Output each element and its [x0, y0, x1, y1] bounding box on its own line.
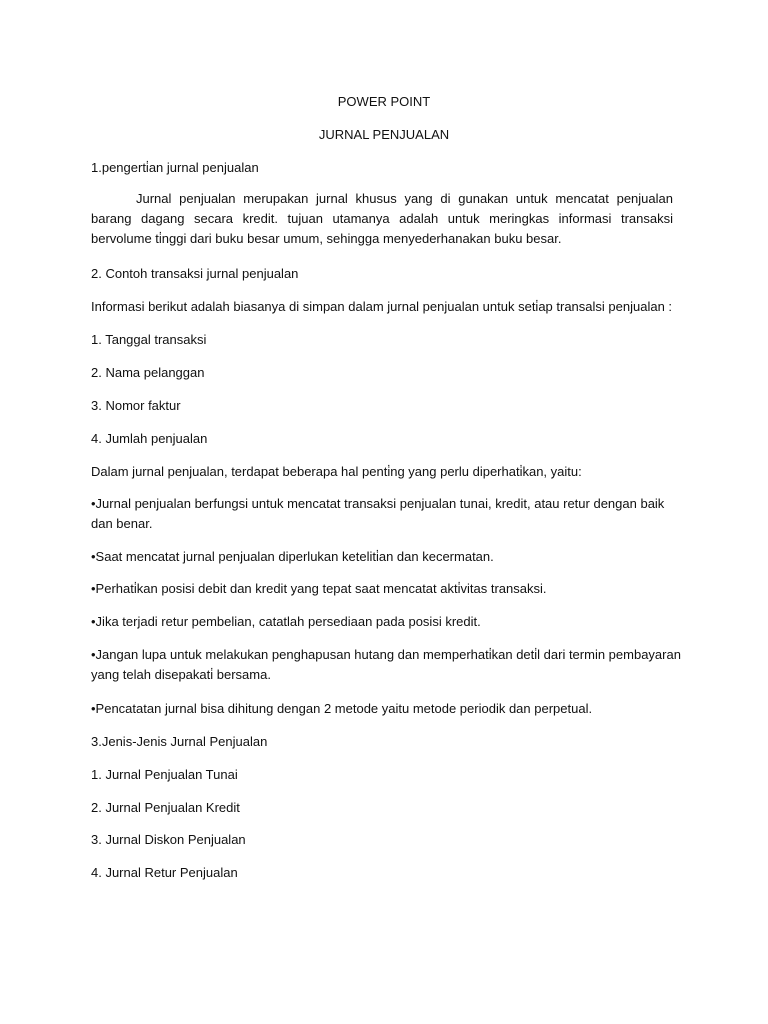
- section-1-paragraph: [91, 189, 673, 249]
- bullet-item: •Pencatatan jurnal bisa dihitung dengan 2 metode yaitu metode periodik dan perpetual.: [91, 701, 593, 716]
- section-2-intro: Informasi berikut adalah biasanya di simpan dalam jurnal penjualan untuk seti̇ap transalsi penjualan :: [91, 299, 673, 314]
- section-2-heading: 2. Contoh transaksi jurnal penjualan: [91, 266, 299, 281]
- bullet-item: •Jangan lupa untuk melakukan penghapusan hutang dan memperhati̇kan deti̇l dari termin pembayaran yang telah disepakati̇ bersama.: [91, 647, 681, 682]
- document-subtitle: JURNAL PENJUALAN: [318, 127, 450, 142]
- list-item: 4. Jumlah penjualan: [91, 431, 208, 446]
- section-3-heading: 3.Jenis-Jenis Jurnal Penjualan: [91, 734, 268, 749]
- bullet-item: •Jika terjadi retur pembelian, catatlah persediaan pada posisi kredit.: [91, 614, 481, 629]
- bullet-item: •Perhati̇kan posisi debit dan kredit yang tepat saat mencatat akti̇vitas transaksi.: [91, 581, 547, 596]
- notes-intro: Dalam jurnal penjualan, terdapat beberapa hal penti̇ng yang perlu diperhati̇kan, yaitu:: [91, 464, 582, 479]
- list-item: 2. Nama pelanggan: [91, 365, 205, 380]
- document-title: POWER POINT: [337, 94, 431, 109]
- list-item: 3. Jurnal Diskon Penjualan: [91, 832, 246, 847]
- section-1-heading: 1.pengerti̇an jurnal penjualan: [91, 160, 259, 175]
- list-item: 4. Jurnal Retur Penjualan: [91, 865, 238, 880]
- list-item: 3. Nomor faktur: [91, 398, 181, 413]
- bullet-item: •Jurnal penjualan berfungsi untuk mencatat transaksi penjualan tunai, kredit, atau retur dengan baik dan benar.: [91, 496, 665, 531]
- section-1-paragraph-text: Jurnal penjualan merupakan jurnal khusus yang di gunakan untuk mencatat penjualan barang dagang secara kredit. tujuan utamanya adalah untuk meringkas informasi transaksi bervolume ti̇nggi dari buku besar umum, sehingga menyederhanakan buku besar.: [91, 191, 673, 246]
- list-item: 2. Jurnal Penjualan Kredit: [91, 800, 240, 815]
- bullet-item: •Saat mencatat jurnal penjualan diperlukan keteliti̇an dan kecermatan.: [91, 549, 494, 564]
- list-item: 1. Jurnal Penjualan Tunai: [91, 767, 238, 782]
- list-item: 1. Tanggal transaksi: [91, 332, 207, 347]
